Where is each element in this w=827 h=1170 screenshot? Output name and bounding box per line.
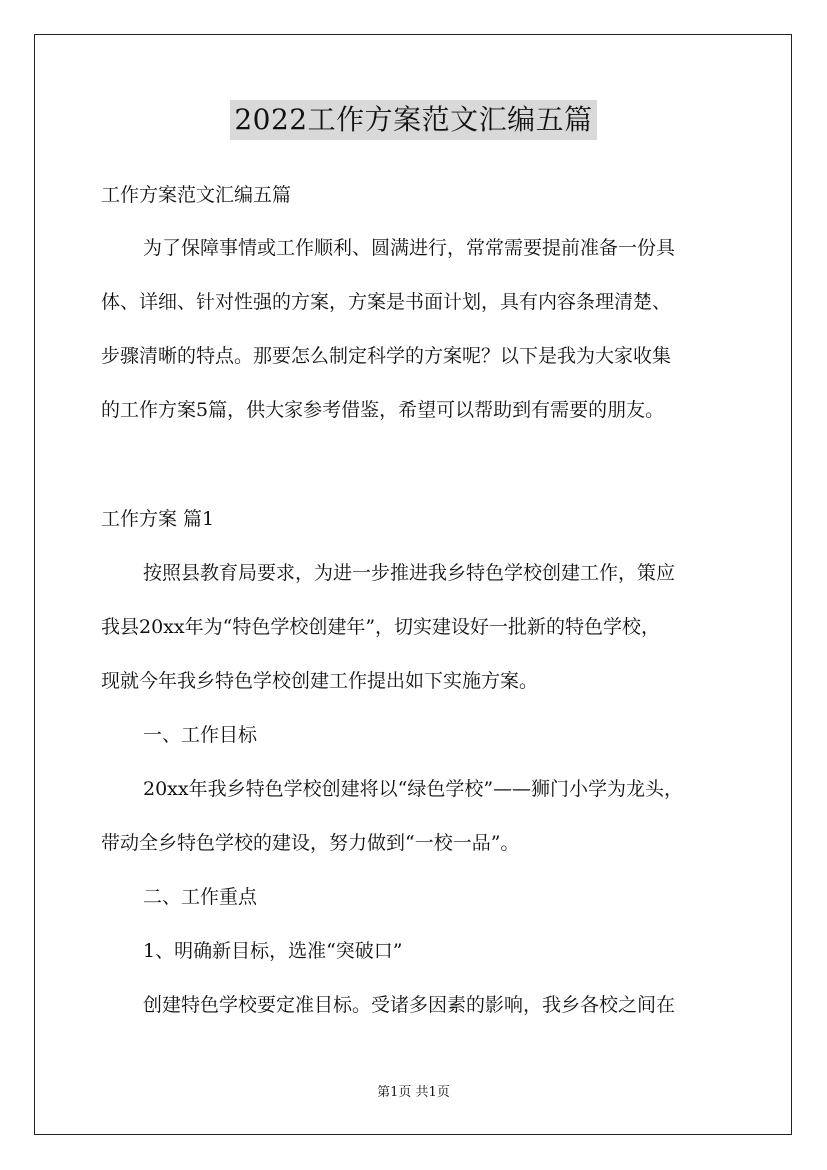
section-line-2: 我县20xx年为“特色学校创建年”，切实建设好一批新的特色学校， xyxy=(101,616,661,638)
section-line-3: 现就今年我乡特色学校创建工作提出如下实施方案。 xyxy=(101,670,539,692)
title-container xyxy=(0,100,827,140)
goal-heading: 一、工作目标 xyxy=(143,724,258,746)
page-footer: 第1页 共1页 xyxy=(377,1085,450,1100)
focus-item-1: 1、明确新目标，选准“突破口” xyxy=(143,940,403,962)
goal-line-2: 带动全乡特色学校的建设，努力做到“一校一品”。 xyxy=(101,832,520,854)
goal-line-1: 20xx年我乡特色学校创建将以“绿色学校”——狮门小学为龙头， xyxy=(143,778,684,800)
section-line-1: 按照县教育局要求，为进一步推进我乡特色学校创建工作，策应 xyxy=(143,562,676,584)
section-heading: 工作方案 篇1 xyxy=(101,508,215,530)
document-title: 2022工作方案范文汇编五篇 xyxy=(230,100,596,140)
intro-line-1: 为了保障事情或工作顺利、圆满进行，常常需要提前准备一份具 xyxy=(143,237,676,259)
document-subtitle: 工作方案范文汇编五篇 xyxy=(101,184,292,206)
focus-item-1-line: 创建特色学校要定准目标。受诸多因素的影响，我乡各校之间在 xyxy=(143,994,676,1016)
intro-line-4: 的工作方案5篇，供大家参考借鉴，希望可以帮助到有需要的朋友。 xyxy=(101,399,665,421)
intro-line-2: 体、详细、针对性强的方案，方案是书面计划，具有内容条理清楚、 xyxy=(101,291,672,313)
intro-line-3: 步骤清晰的特点。那要怎么制定科学的方案呢？以下是我为大家收集 xyxy=(101,345,672,367)
focus-heading: 二、工作重点 xyxy=(143,886,258,908)
